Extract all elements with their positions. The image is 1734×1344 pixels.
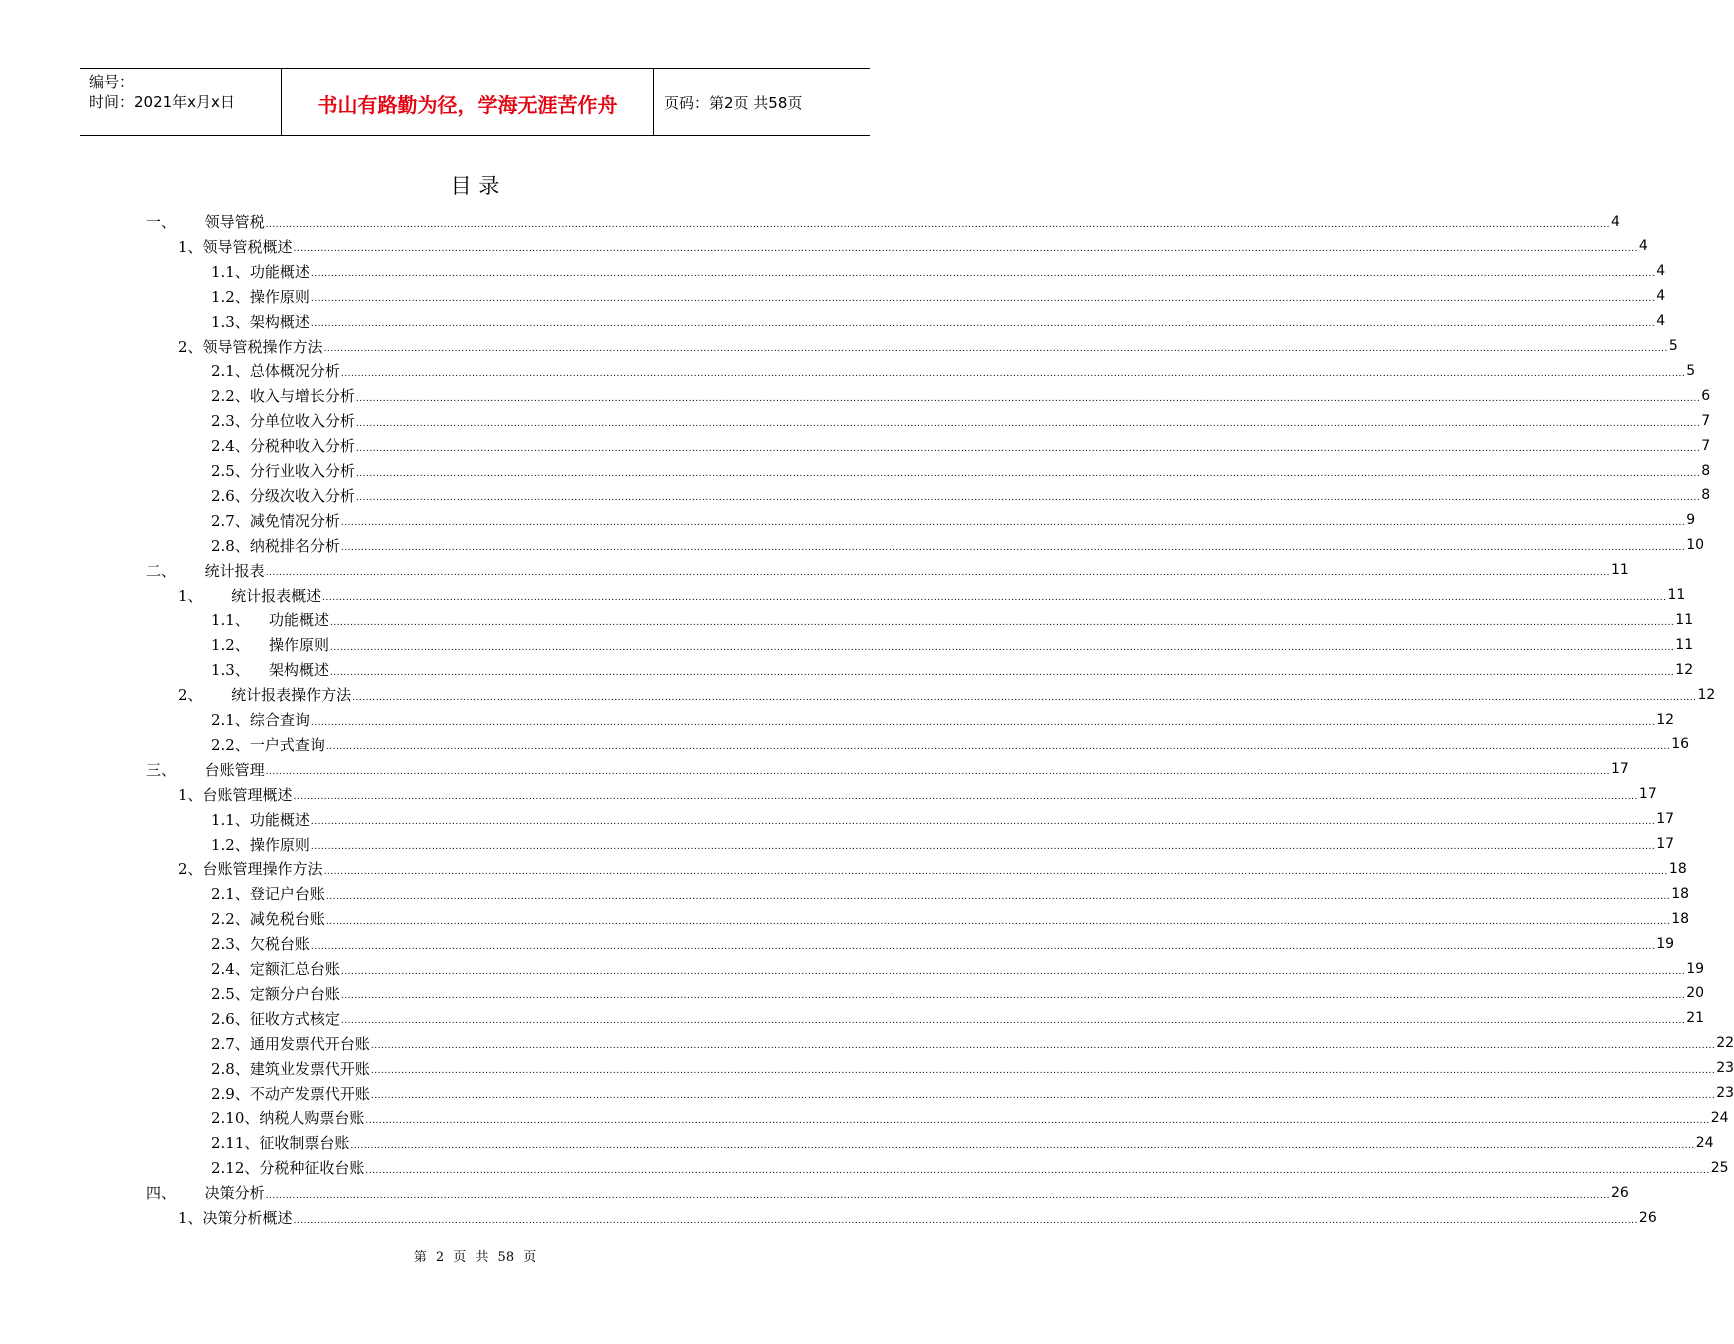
toc-leader-dots: ................................................................................................................................................................................................................................................................................................................................................................................................................ xyxy=(365,1115,1710,1126)
toc-entry-title: 欠税台账 xyxy=(249,935,310,954)
toc-entry-number: 1、 xyxy=(178,785,203,804)
toc-title: 目 录 xyxy=(450,174,500,198)
toc-entry[interactable] xyxy=(211,832,1675,857)
toc-entry[interactable] xyxy=(178,234,1648,259)
toc-entry-page: 18 xyxy=(1671,910,1690,927)
toc-entry-number: 2.5、 xyxy=(211,462,250,480)
toc-entry-number: 一、 xyxy=(146,213,205,231)
toc-entry[interactable] xyxy=(211,533,1705,558)
toc-entry[interactable] xyxy=(178,856,1687,881)
toc-entry[interactable] xyxy=(178,1205,1657,1230)
toc-leader-dots: ................................................................................................................................................................................................................................................................................................................................................................................................................ xyxy=(310,294,1656,305)
toc-entry[interactable] xyxy=(211,1155,1729,1180)
toc-entry-page: 21 xyxy=(1686,1010,1705,1027)
toc-entry-title: 征收方式核定 xyxy=(249,1009,340,1028)
toc-entry[interactable] xyxy=(211,1105,1729,1130)
toc-entry-page: 7 xyxy=(1701,437,1711,454)
toc-entry-number: 2.1、 xyxy=(211,711,250,729)
toc-entry-title: 决策分析概述 xyxy=(202,1209,293,1227)
toc-entry[interactable] xyxy=(211,1056,1734,1081)
toc-leader-dots: ................................................................................................................................................................................................................................................................................................................................................................................................................ xyxy=(329,617,1675,628)
toc-entry-number: 1.1、 xyxy=(211,810,250,829)
toc-entry-page: 11 xyxy=(1610,562,1629,579)
toc-entry-number: 1.2、 xyxy=(211,636,269,655)
toc-entry[interactable] xyxy=(211,607,1694,632)
toc-entry[interactable] xyxy=(211,1081,1734,1106)
toc-entry-title: 决策分析 xyxy=(204,1184,265,1203)
toc-entry-page: 17 xyxy=(1656,836,1675,852)
toc-leader-dots: ................................................................................................................................................................................................................................................................................................................................................................................................................ xyxy=(265,219,1610,230)
page-header xyxy=(80,68,870,136)
toc-entry-page: 17 xyxy=(1610,761,1629,778)
toc-leader-dots: ................................................................................................................................................................................................................................................................................................................................................................................................................ xyxy=(350,1140,1695,1151)
toc-entry-number: 2.8、 xyxy=(211,1059,250,1078)
toc-leader-dots: ................................................................................................................................................................................................................................................................................................................................................................................................................ xyxy=(310,842,1656,852)
toc-entry-number: 2、 xyxy=(178,337,203,356)
toc-entry-title: 分行业收入分析 xyxy=(249,462,355,480)
header-time-label: 时间：2021年x月x日 xyxy=(89,93,235,111)
toc-leader-dots: ................................................................................................................................................................................................................................................................................................................................................................................................................ xyxy=(310,269,1656,280)
toc-entry-title: 综合查询 xyxy=(249,711,310,729)
toc-entry-title: 通用发票代开台账 xyxy=(249,1034,370,1053)
toc-entry[interactable] xyxy=(211,358,1696,383)
toc-entry-page: 16 xyxy=(1671,736,1690,753)
toc-leader-dots: ................................................................................................................................................................................................................................................................................................................................................................................................................ xyxy=(265,568,1610,579)
toc-leader-dots: ................................................................................................................................................................................................................................................................................................................................................................................................................ xyxy=(310,717,1656,728)
toc-entry-number: 2.4、 xyxy=(211,960,250,978)
toc-entry-number: 1.2、 xyxy=(211,835,250,854)
toc-entry-title: 登记户台账 xyxy=(249,885,325,904)
toc-entry-page: 24 xyxy=(1710,1109,1729,1126)
toc-entry-title: 操作原则 xyxy=(249,287,310,306)
toc-entry-title: 操作原则 xyxy=(249,835,310,854)
toc-entry-page: 24 xyxy=(1695,1134,1714,1151)
toc-entry-title: 纳税排名分析 xyxy=(249,536,340,555)
toc-leader-dots: ................................................................................................................................................................................................................................................................................................................................................................................................................ xyxy=(322,593,1667,603)
toc-entry[interactable] xyxy=(211,508,1696,533)
toc-entry[interactable] xyxy=(146,209,1620,234)
toc-entry-title: 领导管税 xyxy=(204,213,265,231)
toc-entry-page: 23 xyxy=(1716,1060,1734,1077)
toc-leader-dots: ................................................................................................................................................................................................................................................................................................................................................................................................................ xyxy=(370,1041,1716,1052)
toc-entry[interactable] xyxy=(211,1031,1734,1056)
toc-entry-title: 定额分户台账 xyxy=(249,984,340,1003)
toc-entry-title: 统计报表概述 xyxy=(231,586,322,605)
toc-entry[interactable] xyxy=(146,558,1629,583)
toc-entry-page: 12 xyxy=(1675,661,1694,678)
toc-entry-page: 4 xyxy=(1656,313,1666,330)
toc-entry-page: 9 xyxy=(1686,512,1696,529)
toc-entry[interactable] xyxy=(211,309,1666,334)
toc-leader-dots: ................................................................................................................................................................................................................................................................................................................................................................................................................ xyxy=(323,866,1668,877)
toc-entry-number: 1.3、 xyxy=(211,661,269,680)
toc-entry-number: 2.11、 xyxy=(211,1134,260,1153)
header-page-info: 页码：第2页 共58页 xyxy=(664,93,803,112)
toc-leader-dots: ................................................................................................................................................................................................................................................................................................................................................................................................................ xyxy=(340,518,1686,529)
toc-entry[interactable] xyxy=(211,956,1705,981)
toc-entry-title: 减免情况分析 xyxy=(249,511,340,530)
toc-leader-dots: ................................................................................................................................................................................................................................................................................................................................................................................................................ xyxy=(340,966,1686,977)
toc-entry-title: 台账管理操作方法 xyxy=(202,860,323,879)
toc-entry[interactable] xyxy=(211,906,1690,931)
toc-entry-title: 功能概述 xyxy=(268,611,329,630)
toc-entry-number: 2.4、 xyxy=(211,437,250,456)
toc-entry[interactable] xyxy=(211,657,1694,682)
toc-entry[interactable] xyxy=(146,1180,1629,1205)
toc-leader-dots: ................................................................................................................................................................................................................................................................................................................................................................................................................ xyxy=(370,1091,1716,1101)
toc-entry-page: 26 xyxy=(1610,1184,1629,1201)
toc-entry[interactable] xyxy=(211,1130,1714,1155)
toc-entry-number: 1、 xyxy=(178,1209,203,1227)
toc-entry-page: 23 xyxy=(1716,1085,1734,1101)
toc-entry-number: 四、 xyxy=(146,1184,205,1203)
toc-entry[interactable] xyxy=(211,632,1694,657)
toc-entry[interactable] xyxy=(211,732,1690,757)
toc-entry-page: 11 xyxy=(1667,587,1686,603)
toc-entry[interactable] xyxy=(211,284,1666,309)
toc-entry-number: 1.2、 xyxy=(211,287,250,306)
toc-entry-number: 2.2、 xyxy=(211,910,250,929)
toc-entry-title: 分单位收入分析 xyxy=(249,412,355,431)
toc-entry-number: 2.3、 xyxy=(211,412,250,431)
toc-entry-number: 1.1、 xyxy=(211,262,250,281)
toc-leader-dots: ................................................................................................................................................................................................................................................................................................................................................................................................................ xyxy=(355,443,1701,454)
toc-entry-page: 19 xyxy=(1686,960,1705,977)
toc-entry-page: 12 xyxy=(1656,711,1675,728)
toc-leader-dots: ................................................................................................................................................................................................................................................................................................................................................................................................................ xyxy=(293,1215,1638,1226)
toc-entry[interactable] xyxy=(211,383,1711,408)
toc-leader-dots: ................................................................................................................................................................................................................................................................................................................................................................................................................ xyxy=(323,344,1668,354)
toc-leader-dots: ................................................................................................................................................................................................................................................................................................................................................................................................................ xyxy=(355,393,1701,404)
toc-entry-number: 2.6、 xyxy=(211,1009,250,1028)
toc-leader-dots: ................................................................................................................................................................................................................................................................................................................................................................................................................ xyxy=(293,244,1638,255)
toc-leader-dots: ................................................................................................................................................................................................................................................................................................................................................................................................................ xyxy=(355,468,1701,479)
toc-entry-number: 2、 xyxy=(178,686,232,705)
toc-leader-dots: ................................................................................................................................................................................................................................................................................................................................................................................................................ xyxy=(365,1165,1710,1176)
toc-entry-number: 2.3、 xyxy=(211,935,250,954)
header-motto: 书山有路勤为径，学海无涯苦作舟 xyxy=(282,69,654,135)
toc-entry-page: 8 xyxy=(1701,462,1711,479)
toc-entry-page: 17 xyxy=(1638,786,1657,803)
toc-entry[interactable] xyxy=(211,259,1666,284)
toc-entry-page: 8 xyxy=(1701,487,1711,504)
toc-entry-page: 4 xyxy=(1638,238,1648,255)
toc-entry-title: 不动产发票代开账 xyxy=(249,1084,370,1103)
toc-entry-number: 2.9、 xyxy=(211,1084,250,1103)
toc-entry-title: 功能概述 xyxy=(249,810,310,829)
toc-entry-title: 统计报表操作方法 xyxy=(231,686,352,705)
toc-entry-title: 架构概述 xyxy=(268,661,329,680)
toc-entry-number: 1.1、 xyxy=(211,611,269,630)
toc-entry-page: 10 xyxy=(1686,537,1705,554)
toc-entry-title: 统计报表 xyxy=(204,561,265,580)
toc-leader-dots: ................................................................................................................................................................................................................................................................................................................................................................................................................ xyxy=(325,742,1671,753)
toc-entry-page: 25 xyxy=(1710,1159,1729,1176)
toc-entry[interactable] xyxy=(146,757,1629,782)
toc-entry-title: 定额汇总台账 xyxy=(249,960,340,978)
toc-entry[interactable] xyxy=(211,807,1675,832)
toc-entry-number: 2.2、 xyxy=(211,387,250,406)
toc-entry[interactable] xyxy=(178,583,1686,608)
toc-entry-page: 6 xyxy=(1701,387,1711,404)
toc-entry[interactable] xyxy=(211,483,1711,508)
toc-entry-title: 一户式查询 xyxy=(249,735,325,754)
toc-leader-dots: ................................................................................................................................................................................................................................................................................................................................................................................................................ xyxy=(310,319,1656,330)
toc-entry-page: 18 xyxy=(1671,885,1690,902)
toc-entry-number: 2.7、 xyxy=(211,1034,250,1053)
toc-entry[interactable] xyxy=(178,782,1657,807)
toc-entry-page: 5 xyxy=(1668,338,1678,354)
toc-leader-dots: ................................................................................................................................................................................................................................................................................................................................................................................................................ xyxy=(352,692,1697,703)
toc-leader-dots: ................................................................................................................................................................................................................................................................................................................................................................................................................ xyxy=(340,368,1686,379)
toc-entry-title: 总体概况分析 xyxy=(249,362,340,381)
toc-entry-number: 1、 xyxy=(178,237,203,256)
toc-entry-title: 收入与增长分析 xyxy=(249,387,355,406)
toc-entry-title: 分级次收入分析 xyxy=(249,486,355,505)
toc-leader-dots: ................................................................................................................................................................................................................................................................................................................................................................................................................ xyxy=(355,418,1701,429)
toc-entry-title: 领导管税概述 xyxy=(202,237,293,256)
toc-entry-page: 4 xyxy=(1610,213,1620,230)
toc-entry[interactable] xyxy=(211,408,1711,433)
toc-entry-number: 2.6、 xyxy=(211,486,250,505)
toc-leader-dots: ................................................................................................................................................................................................................................................................................................................................................................................................................ xyxy=(310,941,1656,952)
toc-entry-page: 20 xyxy=(1686,985,1705,1002)
toc-leader-dots: ................................................................................................................................................................................................................................................................................................................................................................................................................ xyxy=(329,642,1675,653)
toc-entry-title: 架构概述 xyxy=(249,312,310,331)
toc-entry-page: 11 xyxy=(1675,611,1694,628)
toc-leader-dots: ................................................................................................................................................................................................................................................................................................................................................................................................................ xyxy=(310,817,1656,828)
toc-leader-dots: ................................................................................................................................................................................................................................................................................................................................................................................................................ xyxy=(265,767,1610,778)
toc-entry-title: 纳税人购票台账 xyxy=(259,1109,365,1128)
toc-entry-page: 4 xyxy=(1656,288,1666,305)
toc-entry-number: 2.2、 xyxy=(211,735,250,754)
header-number-label: 编号： xyxy=(89,73,135,91)
toc-entry-title: 减免税台账 xyxy=(249,910,325,929)
toc-entry-number: 2.12、 xyxy=(211,1159,260,1178)
toc-entry-page: 12 xyxy=(1697,686,1716,703)
toc-entry[interactable] xyxy=(211,981,1705,1006)
toc-leader-dots: ................................................................................................................................................................................................................................................................................................................................................................................................................ xyxy=(355,493,1701,504)
toc-entry-number: 1.3、 xyxy=(211,312,250,331)
toc-entry-title: 台账管理 xyxy=(204,760,265,779)
toc-entry-title: 分税种收入分析 xyxy=(249,437,355,456)
toc-entry-number: 2.8、 xyxy=(211,536,250,555)
toc-entry-page: 18 xyxy=(1668,860,1687,877)
toc-entry-title: 征收制票台账 xyxy=(259,1134,350,1153)
toc-entry-page: 22 xyxy=(1716,1035,1734,1052)
toc-entry-page: 7 xyxy=(1701,412,1711,429)
toc-leader-dots: ................................................................................................................................................................................................................................................................................................................................................................................................................ xyxy=(265,1190,1610,1201)
toc-entry-number: 2.10、 xyxy=(211,1109,260,1128)
toc-entry[interactable] xyxy=(211,433,1711,458)
toc-entry[interactable] xyxy=(211,458,1711,483)
toc-entry-number: 2.1、 xyxy=(211,885,250,904)
toc-entry-number: 2.5、 xyxy=(211,984,250,1003)
toc-leader-dots: ................................................................................................................................................................................................................................................................................................................................................................................................................ xyxy=(340,1016,1686,1027)
toc-entry-page: 11 xyxy=(1675,636,1694,653)
toc-entry-title: 台账管理概述 xyxy=(202,785,293,804)
toc-entry-title: 分税种征收台账 xyxy=(259,1159,365,1178)
toc-leader-dots: ................................................................................................................................................................................................................................................................................................................................................................................................................ xyxy=(370,1066,1716,1077)
toc-entry[interactable] xyxy=(211,881,1690,906)
toc-entry-number: 1、 xyxy=(178,586,232,605)
toc-leader-dots: ................................................................................................................................................................................................................................................................................................................................................................................................................ xyxy=(325,891,1671,902)
toc-entry-number: 2.1、 xyxy=(211,362,250,381)
toc-entry-number: 2.7、 xyxy=(211,511,250,530)
toc-entry-number: 三、 xyxy=(146,760,205,779)
header-meta xyxy=(80,69,282,135)
toc-entry-title: 功能概述 xyxy=(249,262,310,281)
toc-entry-title: 建筑业发票代开账 xyxy=(249,1059,370,1078)
toc-leader-dots: ................................................................................................................................................................................................................................................................................................................................................................................................................ xyxy=(340,991,1686,1002)
toc-entry[interactable] xyxy=(211,1006,1705,1031)
toc-leader-dots: ................................................................................................................................................................................................................................................................................................................................................................................................................ xyxy=(329,667,1675,678)
toc-entry[interactable] xyxy=(211,707,1675,732)
toc-entry[interactable] xyxy=(178,334,1678,359)
page-footer: 第 2 页 共 58 页 xyxy=(413,1250,537,1265)
toc-leader-dots: ................................................................................................................................................................................................................................................................................................................................................................................................................ xyxy=(293,792,1638,803)
toc-entry-page: 19 xyxy=(1656,935,1675,952)
toc-entry[interactable] xyxy=(211,931,1675,956)
toc-entry-title: 领导管税操作方法 xyxy=(202,337,323,356)
toc-entry-title: 操作原则 xyxy=(268,636,329,655)
toc-entry-page: 26 xyxy=(1638,1209,1657,1226)
toc-entry-page: 5 xyxy=(1686,362,1696,379)
toc-leader-dots: ................................................................................................................................................................................................................................................................................................................................................................................................................ xyxy=(325,916,1671,927)
toc-entry-number: 2、 xyxy=(178,860,203,879)
toc-entry-number: 二、 xyxy=(146,561,205,580)
toc-entry-page: 4 xyxy=(1656,263,1666,280)
toc-leader-dots: ................................................................................................................................................................................................................................................................................................................................................................................................................ xyxy=(340,543,1686,554)
toc-entry[interactable] xyxy=(178,682,1716,707)
toc-entry-page: 17 xyxy=(1656,811,1675,828)
